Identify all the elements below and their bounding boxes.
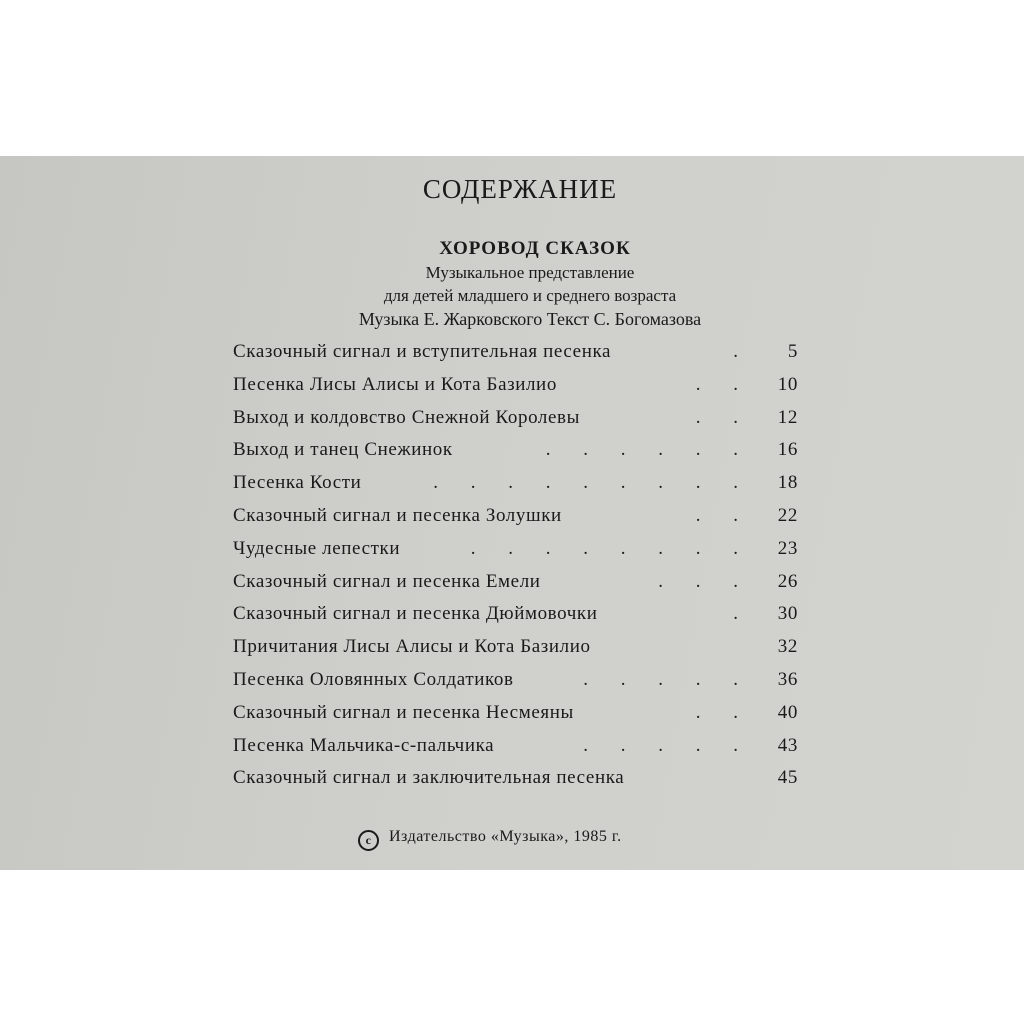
work-title: ХОРОВОД СКАЗОК <box>439 238 631 259</box>
toc-entry <box>233 407 798 440</box>
toc-entry <box>233 439 798 472</box>
toc-entry-title: Песенка Оловянных Солдатиков <box>233 668 514 690</box>
copyright-line <box>358 828 622 851</box>
copyright-icon: c <box>358 830 379 851</box>
toc-entry-title: Сказочный сигнал и песенка Емели <box>233 570 541 592</box>
toc-entry-leader: . <box>733 341 752 362</box>
toc-entry <box>233 374 798 407</box>
toc-entry-leader: . . . . . . . . <box>470 537 752 559</box>
publisher-text: Издательство «Музыка», 1985 г. <box>389 828 622 845</box>
toc-entry <box>233 767 798 800</box>
toc-entry-leader: . <box>733 603 752 625</box>
toc-entry-leader: . . <box>695 406 752 428</box>
toc-entry <box>233 702 798 735</box>
toc-entry-page: 26 <box>777 570 798 592</box>
toc-entry <box>233 669 798 702</box>
work-audience: для детей младшего и среднего возраста <box>383 286 677 305</box>
toc-entry-leader: . . . . . . . . . <box>433 472 752 494</box>
toc-entry-title: Чудесные лепестки <box>233 537 401 559</box>
toc-entry-leader: . . <box>695 504 752 526</box>
toc-entry <box>233 341 798 374</box>
work-credits: Музыка Е. Жарковского Текст С. Богомазова <box>358 309 702 329</box>
toc-entry-title: Причитания Лисы Алисы и Кота Базилио <box>233 636 591 658</box>
toc-entry-page: 43 <box>777 734 798 756</box>
toc-entry-title: Сказочный сигнал и песенка Дюймовочки <box>233 603 598 625</box>
toc-entry-leader: . . . . . . <box>545 439 752 461</box>
toc-entry-title: Сказочный сигнал и вступительная песенка <box>233 341 612 362</box>
toc-entry-leader: . . . <box>658 570 752 592</box>
toc-entry <box>233 735 798 768</box>
toc-entry-page: 36 <box>777 668 798 690</box>
toc-entry-page: 23 <box>777 537 798 559</box>
toc-entry-page: 30 <box>777 603 798 625</box>
toc-entry-page: 16 <box>777 439 798 461</box>
toc-entry-title: Выход и колдовство Снежной Королевы <box>233 406 580 428</box>
toc-entry <box>233 636 798 669</box>
table-of-contents <box>233 341 798 800</box>
toc-entry-page: 12 <box>777 406 798 428</box>
toc-entry-title: Выход и танец Снежинок <box>233 439 453 461</box>
toc-entry-title: Сказочный сигнал и заключительная песенка <box>233 767 625 789</box>
toc-entry-page: 32 <box>777 636 798 658</box>
toc-entry-page: 22 <box>777 504 798 526</box>
toc-entry <box>233 603 798 636</box>
toc-entry-title: Песенка Кости <box>233 472 362 494</box>
toc-entry-leader: . . <box>695 373 752 395</box>
toc-entry-title: Песенка Мальчика-с-пальчика <box>233 734 495 756</box>
work-subtitle: Музыкальное представление <box>425 263 635 282</box>
toc-entry <box>233 538 798 571</box>
toc-entry-leader: . . . . . <box>583 734 752 756</box>
book-page <box>0 156 1024 870</box>
toc-entry-leader: . . <box>695 701 752 723</box>
toc-entry-page: 10 <box>777 373 798 395</box>
toc-entry-title: Песенка Лисы Алисы и Кота Базилио <box>233 373 557 395</box>
toc-entry-page: 40 <box>777 701 798 723</box>
toc-entry-title: Сказочный сигнал и песенка Золушки <box>233 504 562 526</box>
page-title: СОДЕРЖАНИЕ <box>422 174 618 204</box>
toc-entry-page: 5 <box>787 341 798 362</box>
toc-entry <box>233 472 798 505</box>
toc-entry-page: 18 <box>777 472 798 494</box>
toc-entry-title: Сказочный сигнал и песенка Несмеяны <box>233 701 574 723</box>
toc-entry <box>233 505 798 538</box>
toc-entry-page: 45 <box>777 767 798 789</box>
toc-entry <box>233 571 798 604</box>
toc-entry-leader: . . . . . <box>583 668 752 690</box>
